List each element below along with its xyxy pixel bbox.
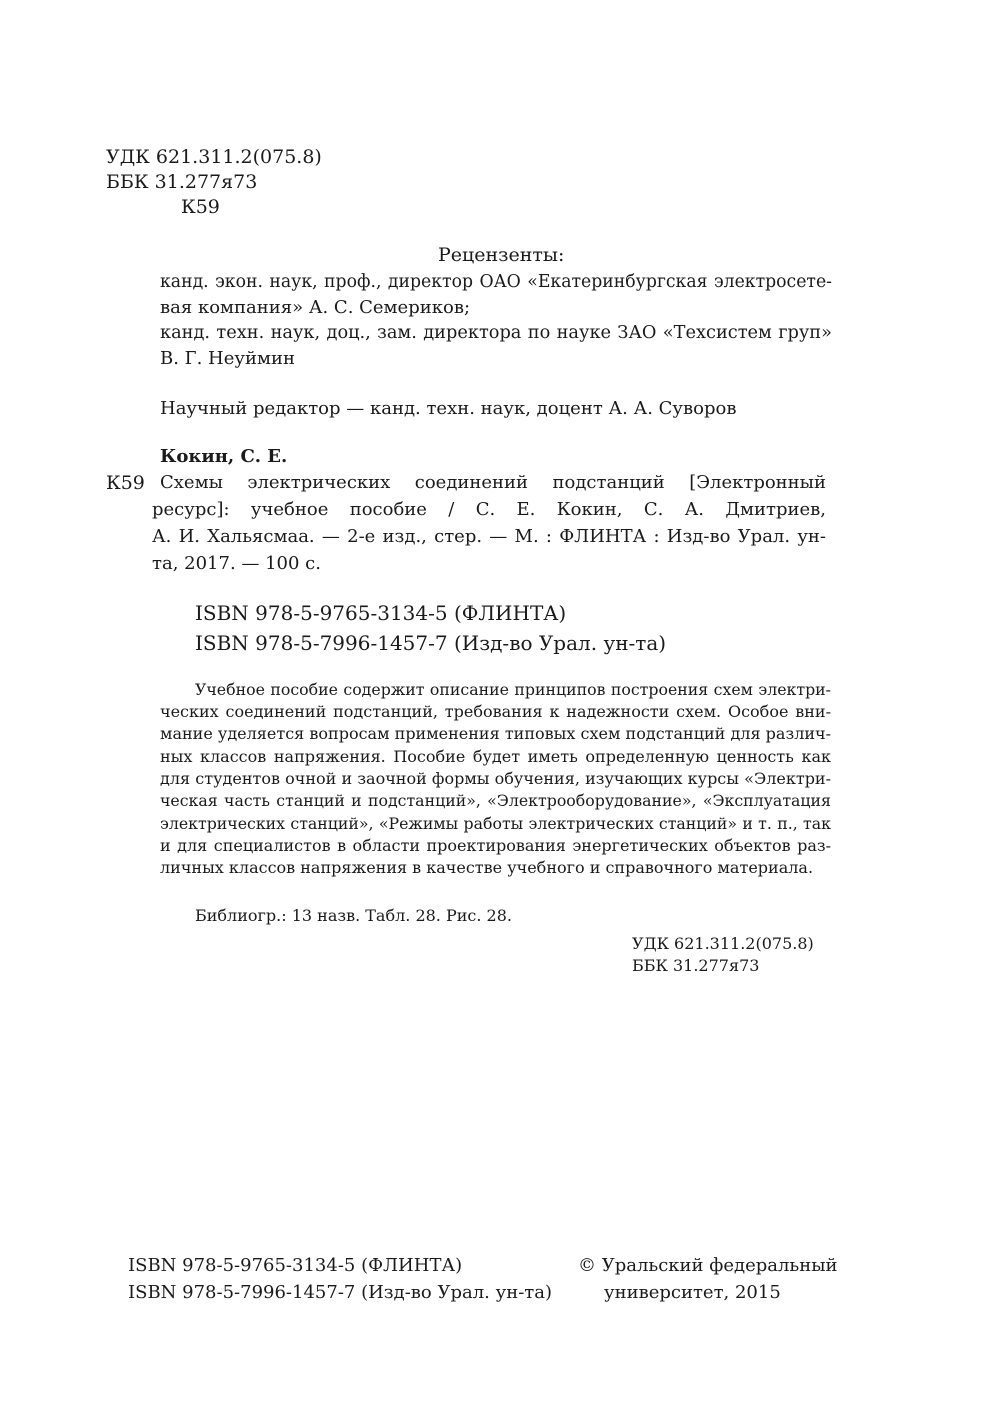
biblio-line: та, 2017. — 100 с. — [152, 553, 321, 574]
catalog-code: К59 — [106, 472, 145, 494]
bbk-code-repeat: ББК 31.277я73 — [632, 956, 760, 975]
annotation-line: мание уделяется вопросам применения типовых схем подстанций для различ- — [160, 724, 831, 743]
biblio-line: ресурс]: учебное пособие / С. Е. Кокин, С. А. Дмитриев, — [152, 499, 826, 520]
udk-code-repeat: УДК 621.311.2(075.8) — [632, 934, 814, 953]
reviewer-line: канд. экон. наук, проф., директор ОАО «Екатеринбургская электросете- — [160, 272, 832, 292]
reviewer-line: канд. техн. наук, доц., зам. директора по науке ЗАО «Техсистем груп» — [160, 323, 832, 343]
annotation-line: Учебное пособие содержит описание принципов построения схем электри- — [195, 680, 831, 699]
annotation-line: ческих соединений подстанций, требования к надежности схем. Особое вни- — [160, 702, 831, 721]
bbk-code: ББК 31.277я73 — [106, 171, 258, 193]
copyright-year: университет, 2015 — [604, 1282, 781, 1303]
isbn-line: ISBN 978-5-9765-3134-5 (ФЛИНТА) — [195, 601, 567, 625]
scientific-editor: Научный редактор — канд. техн. наук, доцент А. А. Суворов — [160, 398, 737, 419]
annotation-line: и для специалистов в области проектирования энергетических объектов раз- — [160, 836, 831, 855]
annotation-line: ческая часть станций и подстанций», «Электрооборудование», «Эксплуатация — [160, 791, 831, 810]
biblio-note: Библиогр.: 13 назв. Табл. 28. Рис. 28. — [195, 906, 512, 925]
annotation-line: для студентов очной и заочной формы обучения, изучающих курсы «Электри- — [160, 769, 831, 788]
udk-code: УДК 621.311.2(075.8) — [106, 146, 322, 168]
biblio-line: Схемы электрических соединений подстанций [Электронный — [160, 472, 826, 493]
reviewer-line: вая компания» А. С. Семериков; — [160, 297, 471, 318]
footer-isbn-line: ISBN 978-5-7996-1457-7 (Изд-во Урал. ун-та) — [128, 1282, 552, 1303]
isbn-line: ISBN 978-5-7996-1457-7 (Изд-во Урал. ун-та) — [195, 631, 667, 655]
author-mark: К59 — [181, 196, 220, 218]
annotation-line: личных классов напряжения в качестве учебного и справочного материала. — [160, 858, 814, 877]
biblio-line: А. И. Хальясмаа. — 2-е изд., стер. — М. : ФЛИНТА : Изд-во Урал. ун- — [152, 526, 826, 547]
annotation-line: электрических станций», «Режимы работы электрических станций» и т. п., так — [160, 814, 831, 833]
annotation-line: ных классов напряжения. Пособие будет иметь определенную ценность как — [160, 747, 831, 766]
author-heading: Кокин, С. Е. — [160, 446, 288, 467]
copyright-holder: © Уральский федеральный — [578, 1255, 838, 1276]
footer-isbn-line: ISBN 978-5-9765-3134-5 (ФЛИНТА) — [128, 1255, 463, 1276]
reviewers-title: Рецензенты: — [438, 244, 565, 266]
reviewer-line: В. Г. Неуймин — [160, 348, 295, 369]
